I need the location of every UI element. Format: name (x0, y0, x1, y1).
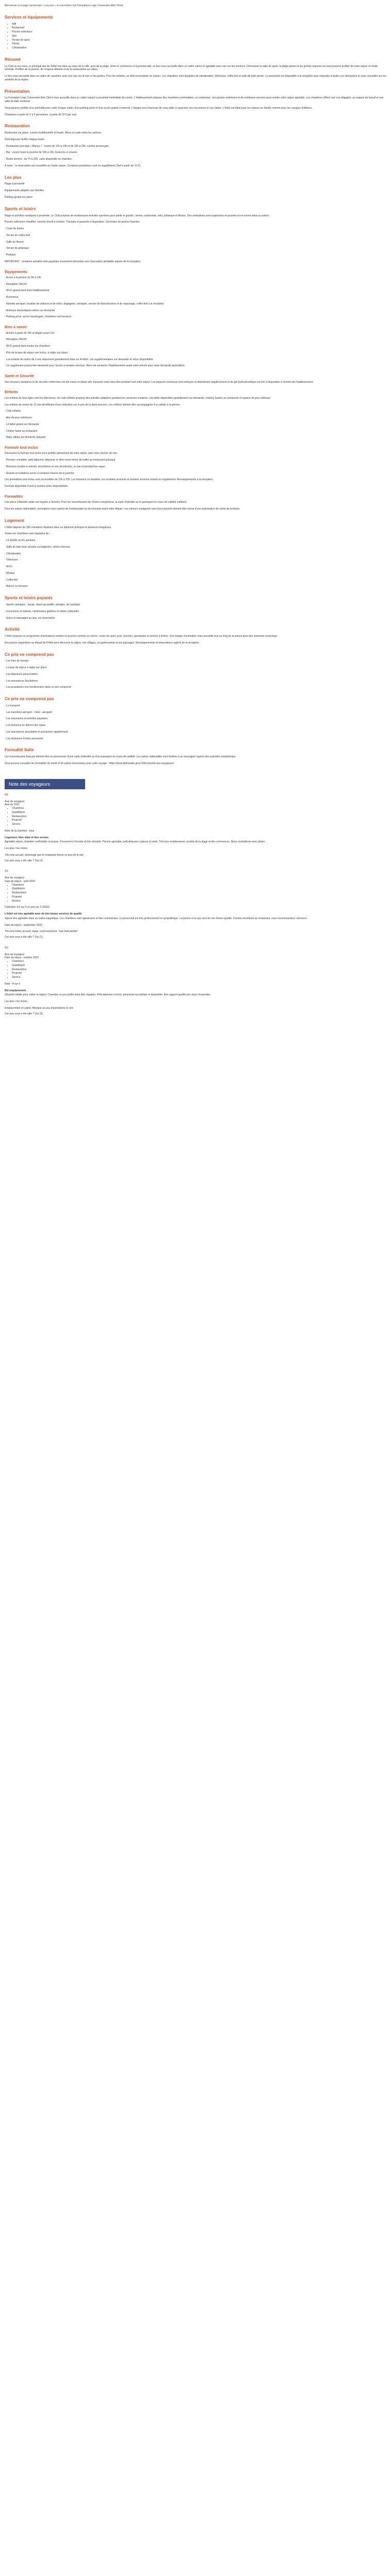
section-list-item: • Climatisation (12, 46, 386, 50)
section-paragraph: · Les excursions et activités payantes (5, 717, 48, 721)
section-paragraph: · Lit double ou lits jumeaux (5, 539, 36, 543)
review-tag: • Chambres (12, 884, 386, 887)
section-paragraph: · Lit bébé gratuit sur demande (5, 422, 39, 426)
section-paragraph: · Un supplément pourra être demandé pour l'accès à certains services. Merci de contacter l'établissement avant votre arrivée pour toute demande particulière. (5, 364, 185, 368)
section-paragraph: · Les assurances annulation et assistance rapatriement (5, 730, 68, 734)
section-paragraph: · Room service : de 7h à 22h, carte disponible en chambre. (5, 158, 73, 161)
section-heading: Logement (5, 518, 25, 523)
section-paragraph: · Les transferts aéroport - hôtel - aéroport (5, 710, 52, 714)
section-heading: Bien à savoir (5, 326, 27, 330)
review-rating: 4,5 (5, 870, 8, 873)
section-heading: Services et équipements (5, 14, 53, 20)
section-heading: Activité (5, 627, 20, 632)
notes-title-box (5, 779, 85, 789)
review-tag: • Service (12, 900, 386, 903)
section-list (5, 23, 386, 50)
review-label: Les plus / les moins : (5, 847, 29, 851)
review-useful-link[interactable]: Cet avis vous a été utile ? Oui (0) (5, 1012, 43, 1015)
section-paragraph: · Soins et massages au spa, sur réservation (5, 616, 55, 620)
section-list-item: • Piscine extérieure (12, 30, 386, 34)
review-meta: Avis de voyageur (5, 800, 25, 803)
review-date: Date du séjour : août 2022 (5, 879, 35, 883)
section-paragraph: · Ascenseur (5, 296, 19, 299)
section-paragraph: · Parking privé, accès handicapés, chambres non-fumeurs. (5, 315, 72, 319)
notes-title: Note des voyageurs (9, 781, 51, 787)
section-paragraph: Formule disponible d'avril à octobre selon disponibilités. (5, 485, 69, 488)
section-paragraph: Toutes les chambres sont équipées de : (5, 532, 51, 536)
review-tags (5, 960, 386, 979)
section-paragraph: Chambres à partir de 2 à 6 personnes, à partir de 20 € par nuit. (5, 113, 77, 116)
section-heading: Présentation (5, 89, 30, 94)
review (5, 870, 386, 939)
section-paragraph: Les enfants de tous âges sont les bienvenus. Un club enfants propose des activités adaptées pendant les vacances scolaires. Lits bébé disponibles gratuitement sur demande, chaises hautes au restaurant et espace de jeux extérieur. (5, 396, 271, 400)
section-paragraph: · La taxe de séjour à régler sur place (5, 666, 47, 670)
section-paragraph: · Climatisation (5, 552, 21, 555)
section-paragraph: Équipements adaptés aux familles (5, 189, 44, 193)
review-rating: 4,6 (5, 793, 8, 796)
review (5, 946, 386, 1016)
section-paragraph: · Excursions en bateau, randonnées guidées et visites culturelles (5, 609, 79, 613)
section-paragraph: · Les assurances facultatives (5, 679, 38, 683)
section-paragraph: Excursions organisées au départ de l'hôtel pour découvrir la région, ses villages, sa gastronomie et ses paysages. Renseignements et réservations auprès de la réception. (5, 641, 200, 645)
review-tag: • Chambres (12, 807, 386, 810)
section-heading: Ce prix ne comprend pas (5, 697, 54, 702)
section-paragraph: · Terrain de pétanque (5, 247, 29, 250)
section-paragraph: Le lieu vous accueille dans un cadre de caractère avec une vue sur la mer et les jardins. Pour les enfants, un club est proposé en saison. Les chambres sont équipées de climatisation, télévision, coffre-fort et salle de bain privée. Le personnel est disponible à la réception pour répondre à toutes vos demandes et vous conseiller sur les activités de la région. (5, 75, 386, 81)
section-paragraph: · Wi-Fi (5, 565, 12, 569)
section-list-item: • Restaurant (12, 26, 386, 30)
review-meta: Avis de voyageur (5, 953, 25, 956)
section-paragraph: Les ressortissants français doivent être en possession d'une carte d'identité ou d'un passeport en cours de validité. Les autres nationalités sont invitées à se renseigner auprès des autorités compétentes. (5, 755, 236, 759)
section-paragraph: · Navette aéroport, location de voitures et de vélos, bagagerie, consigne, service de blanchisserie et de repassage, coffre-fort à la réception. (5, 302, 165, 306)
page (0, 0, 391, 1028)
review (5, 793, 386, 863)
review-title: L'hôtel est très agréable avec de très beaux services de qualité (5, 912, 82, 916)
section-paragraph: · Les dépenses d'ordre personnel (5, 737, 43, 740)
section-paragraph: Plage et activités nautiques à proximité. Le Club propose de nombreuses activités sportives pour petits et grands : tennis, randonnée, vélo, pétanque et fitness. Des animations sont organisées en journée et en soirée selon la saison. (5, 214, 270, 217)
section-heading: Sports et loisirs (5, 206, 36, 211)
section-heading: Les plus (5, 175, 22, 180)
review-tag: • Service (12, 823, 386, 826)
section-list-item: • Spa (12, 35, 386, 38)
review-tag: • Qualité/prix (12, 811, 386, 815)
review-meta: Avis de voyageur (5, 876, 25, 880)
section-paragraph: · Snacks et collations servis à certaines heures de la journée. (5, 471, 75, 475)
section-paragraph: Piscine extérieure chauffée, ouverte d'avril à octobre. Transats et parasols à disposition. Serviettes de piscine fournies. (5, 221, 140, 224)
review-useful-link[interactable]: Cet avis vous a été utile ? Oui (1) (5, 936, 43, 939)
section-heading: Équipements (5, 270, 27, 274)
review-tag: • Service (12, 976, 386, 979)
section-paragraph: · Restaurant principal « Marius » : ouvert de 12h à 14h et de 19h à 22h, cuisine provençale. (5, 144, 109, 148)
section-list-item: • Tennis (12, 42, 386, 46)
review-date: Date du séjour : octobre 2022 (5, 956, 39, 960)
review-tag: • Propreté (12, 895, 386, 899)
review-tag: • Qualité/prix (12, 887, 386, 891)
section-paragraph: · Pension complète, petit-déjeuner, déjeuner et dîner sous forme de buffet au restaurant principal. (5, 459, 116, 462)
section-list-item: • Terrain de sport (12, 39, 386, 42)
section-paragraph: · Accès à la piscine de 9h à 19h (5, 276, 41, 279)
section-heading: Formalité Italie (5, 748, 34, 753)
review-useful-link[interactable]: Cet avis vous a été utile ? Oui (3) (5, 859, 43, 862)
section-paragraph: Une pièce d'identité valide est requise à l'arrivée. Pour les ressortissants de l'Union européenne, la carte d'identité ou le passeport en cours de validité suffisent. (5, 501, 187, 504)
section-paragraph: À noter : la réservation est conseillée en haute saison. Certaines prestations sont en supplément (Tarif à partir de 15 €). (5, 164, 141, 167)
review-rating: 4,0 (5, 946, 8, 950)
review-tag: • Restauration (12, 891, 386, 895)
review-answer: Emplacement et calme. Manque un peu d'animations le soir. (5, 1006, 74, 1010)
section-paragraph: · Les frais de dossier (5, 659, 29, 663)
section-paragraph: Les prestations tout inclus sont accessibles de 10h à 23h. Les boissons en bouteille, les cocktails premium et certains services restent en supplément. Renseignements à la réception. (5, 478, 214, 482)
reviews-container (5, 793, 386, 1016)
section-paragraph: · Les enfants de moins de 2 ans séjournent gratuitement dans un lit bébé. Lits supplémentaires sur demande et selon disponibilité. (5, 358, 154, 361)
section-paragraph: · Wi-Fi gratuit dans toutes les chambres (5, 345, 51, 348)
section-paragraph: · Les dépenses personnelles (5, 672, 38, 676)
section-paragraph: · Court de tennis (5, 227, 24, 231)
review-text: Agréable séjour, chambre confortable et propre. Personnel à l'écoute et très aimable. Piscine agréable, petit-déjeuner copieux et varié. Très bon emplacement, proche de la plage et des commerces. Nous reviendrons avec plaisir. (5, 840, 266, 844)
section-heading: Restauration (5, 124, 30, 129)
section-heading: Formalités (5, 495, 23, 499)
section-paragraph: · Pédalos (5, 253, 16, 257)
review-answer: Très bon hôtel, accueil, repas, environnement : tout était parfait ! (5, 930, 78, 934)
section-paragraph: · Réception 24h/24 (5, 338, 27, 342)
review-tags (5, 807, 386, 826)
review-title: Bel emplacement (5, 989, 26, 992)
review-label: Les plus / les moins : (5, 1000, 29, 1004)
review-text: Situation idéale pour visiter la région. Chambre un peu petite mais bien équipée. Petit-déjeuner correct, personnel accueillant et disponible. Bon rapport qualité-prix dans l'ensemble. (5, 993, 211, 997)
section-heading: Santé et Sécurité (5, 375, 34, 379)
review-tag: • Propreté (12, 819, 386, 822)
review-tags (5, 884, 386, 903)
section-paragraph: · Terrain de volley-ball (5, 233, 30, 237)
section-paragraph: Vous pouvez consulter les formalités de santé et de police nécessaires pour votre voyage : https://www.diplomatie.gouv.fr/fr/conseils-aux-voyageurs/ (5, 761, 174, 765)
section-paragraph: · Salle de fitness (5, 240, 24, 244)
section-paragraph: IMPORTANT : certaines activités sont payantes et peuvent nécessiter une réservation préalable auprès de la réception. (5, 260, 141, 263)
section-paragraph: · Salle de bain avec douche ou baignoire, sèche-cheveux (5, 545, 71, 549)
section-paragraph: Parking gratuit sur place (5, 195, 32, 199)
review-answer: Très bon accueil, dommage que le restaurant ferme un peu tôt le soir. (5, 853, 85, 857)
section-heading: Ce prix ne comprend pas (5, 652, 54, 657)
section-paragraph: · Les prestations non mentionnées dans ce prix comprend (5, 686, 71, 689)
review-note: Collection 4,5 sur 5 et avis sur 3 (2022) (5, 906, 50, 909)
section-paragraph: La Formation Logo Conversion Arte Client vous accueille dans un cadre naturel à proximité immédiate du centre. L'établissement propose des chambres confortables, un restaurant, une piscine extérieure et de nombreux services pour rendre votre séjour agréable. Les chambres offrent une vue dégagée, un espace de travail et une salle de bain moderne. (5, 96, 384, 104)
review-text: Séjour très agréable dans un cadre magnifique. Les chambres sont spacieuses et bien entretenues. Le personnel est très professionnel et sympathique. La piscine et le spa sont de très bonne qualité. Cuisine excellente au restaurant, nous recommandons vivement. (5, 917, 307, 920)
section-heading: Formule tout inclus (5, 446, 38, 450)
section-heading: Sports et loisirs payants (5, 596, 53, 601)
review-note: Note : 4 sur 5 (5, 982, 21, 986)
section-paragraph: · Coffre-fort (5, 578, 18, 582)
review-tag: • Restauration (12, 815, 386, 819)
section-paragraph: Plage à proximité (5, 182, 25, 186)
section-paragraph: · Balcon ou terrasse (5, 585, 28, 588)
section-paragraph: · Le transport (5, 704, 20, 707)
section-paragraph: · Télévision (5, 558, 18, 562)
review-note: Note de la chambre : tous (5, 829, 35, 833)
section-paragraph: · Réception 24h/24 (5, 282, 27, 286)
section-paragraph: · Arrivée à partir de 15h et départ avant 11h (5, 331, 55, 335)
section-paragraph: L'hôtel dispose de 180 chambres réparties dans un bâtiment principal et plusieurs bungalows. (5, 526, 112, 529)
section-paragraph: · Animaux domestiques admis sur demande. (5, 309, 56, 312)
section-paragraph: · Les boissons en dehors des repas (5, 724, 46, 727)
section-paragraph: · Club enfants (5, 410, 21, 413)
intro-text: Bienvenue à la page concernant « Lea.ava » et rencontrez nos Formations Logo Conversion Arte Client (5, 4, 123, 7)
review-date: Avis du 2022 (5, 803, 20, 807)
section-paragraph: Vous pourrez profiter d'un petit-déjeuner varié chaque matin, d'un parking privé et d'un accès gratuit à internet. L'équipe sera heureuse de vous aider à organiser vos excursions et vos visites. L'hôtel est idéal pour les séjours en famille comme pour les voyages d'affaires. (5, 106, 313, 110)
review-tag: • Restauration (12, 968, 386, 972)
section-paragraph: · Wi-Fi gratuit dans tout l'établissement (5, 289, 50, 293)
section-paragraph: Petit-déjeuner buffet chaque matin. (5, 138, 45, 141)
section-paragraph: · Chaise haute au restaurant (5, 429, 38, 433)
section-paragraph: · Prix de la taxe de séjour non inclus, à régler sur place. (5, 351, 69, 354)
section-paragraph: · Baby-sitting sur demande (payant) (5, 436, 46, 439)
section-paragraph: Pour les autres nationalités, renseignez-vous auprès de l'ambassade ou du consulat avant votre départ. Les mineurs voyageant sans leurs parents doivent être munis d'une autorisation de sortie du territoire. (5, 507, 240, 511)
section-paragraph: · Aire de jeux extérieure (5, 416, 32, 420)
section-paragraph: Le Club et ses murs, le principal lieu de l'hôtel est situé au cœur de la ville, près de la plage. Entre le commerce et la promenade, ce lieu vous accueille dans un cadre calme et agréable avec vue sur les environs. Découvrez la salle de sport, la plage privée et les grands espaces où vous pourrez profiter de votre séjour en toute sérénité. Profitez de la piscine, de l'espace détente et de la restauration sur place. (5, 64, 378, 72)
review-tag: • Qualité/prix (12, 964, 386, 968)
section-paragraph: Les enfants de moins de 12 ans bénéficient d'une réduction sur le prix de la demi-pension. Les enfants doivent être accompagnés d'un adulte à la piscine. (5, 403, 181, 406)
section-paragraph: Restaurant sur place, cuisine traditionnelle et locale. Menu et carte selon les saisons. (5, 131, 102, 135)
section-paragraph: · Boissons locales à volonté, alcoolisées et non alcoolisées, au bar et pendant les repas. (5, 465, 106, 468)
section-heading: Résumé (5, 57, 21, 62)
section-paragraph: L'hôtel propose un programme d'animations variées en journée comme en soirée : cours de sport, jeux, tournois, spectacles et soirées à thème. Une équipe d'animation vous accueille tout au long de la saison pour des moments conviviaux. (5, 635, 278, 638)
section-paragraph: · Sports nautiques : kayak, stand up paddle, plongée, ski nautique (5, 603, 80, 606)
review-title: Logement, bien situé et bon service (5, 836, 49, 839)
section-paragraph: · Minibar (5, 571, 15, 575)
review-label: Date du séjour : septembre 2022 (5, 923, 42, 927)
section-list-item: • Wifi (12, 23, 386, 26)
section-paragraph: · Bar : ouvert toute la journée de 10h à 23h, boissons et snacks. (5, 151, 78, 155)
review-tag: • Chambres (12, 960, 386, 963)
section-heading: Enfants (5, 391, 18, 395)
review-tag: • Propreté (12, 972, 386, 975)
section-paragraph: Des mesures sanitaires et de sécurité renforcées ont été mises en place afin d'assurer votre bien-être pendant tout votre séjour. Les espaces communs sont nettoyés et désinfectés régulièrement et du gel hydroalcoolique est mis à disposition à l'entrée de l'établissement. (5, 380, 314, 384)
sections-container (5, 15, 386, 766)
section-paragraph: Découvrez la formule tout inclus pour profiter pleinement de votre séjour sans vous soucier de rien. (5, 452, 118, 455)
